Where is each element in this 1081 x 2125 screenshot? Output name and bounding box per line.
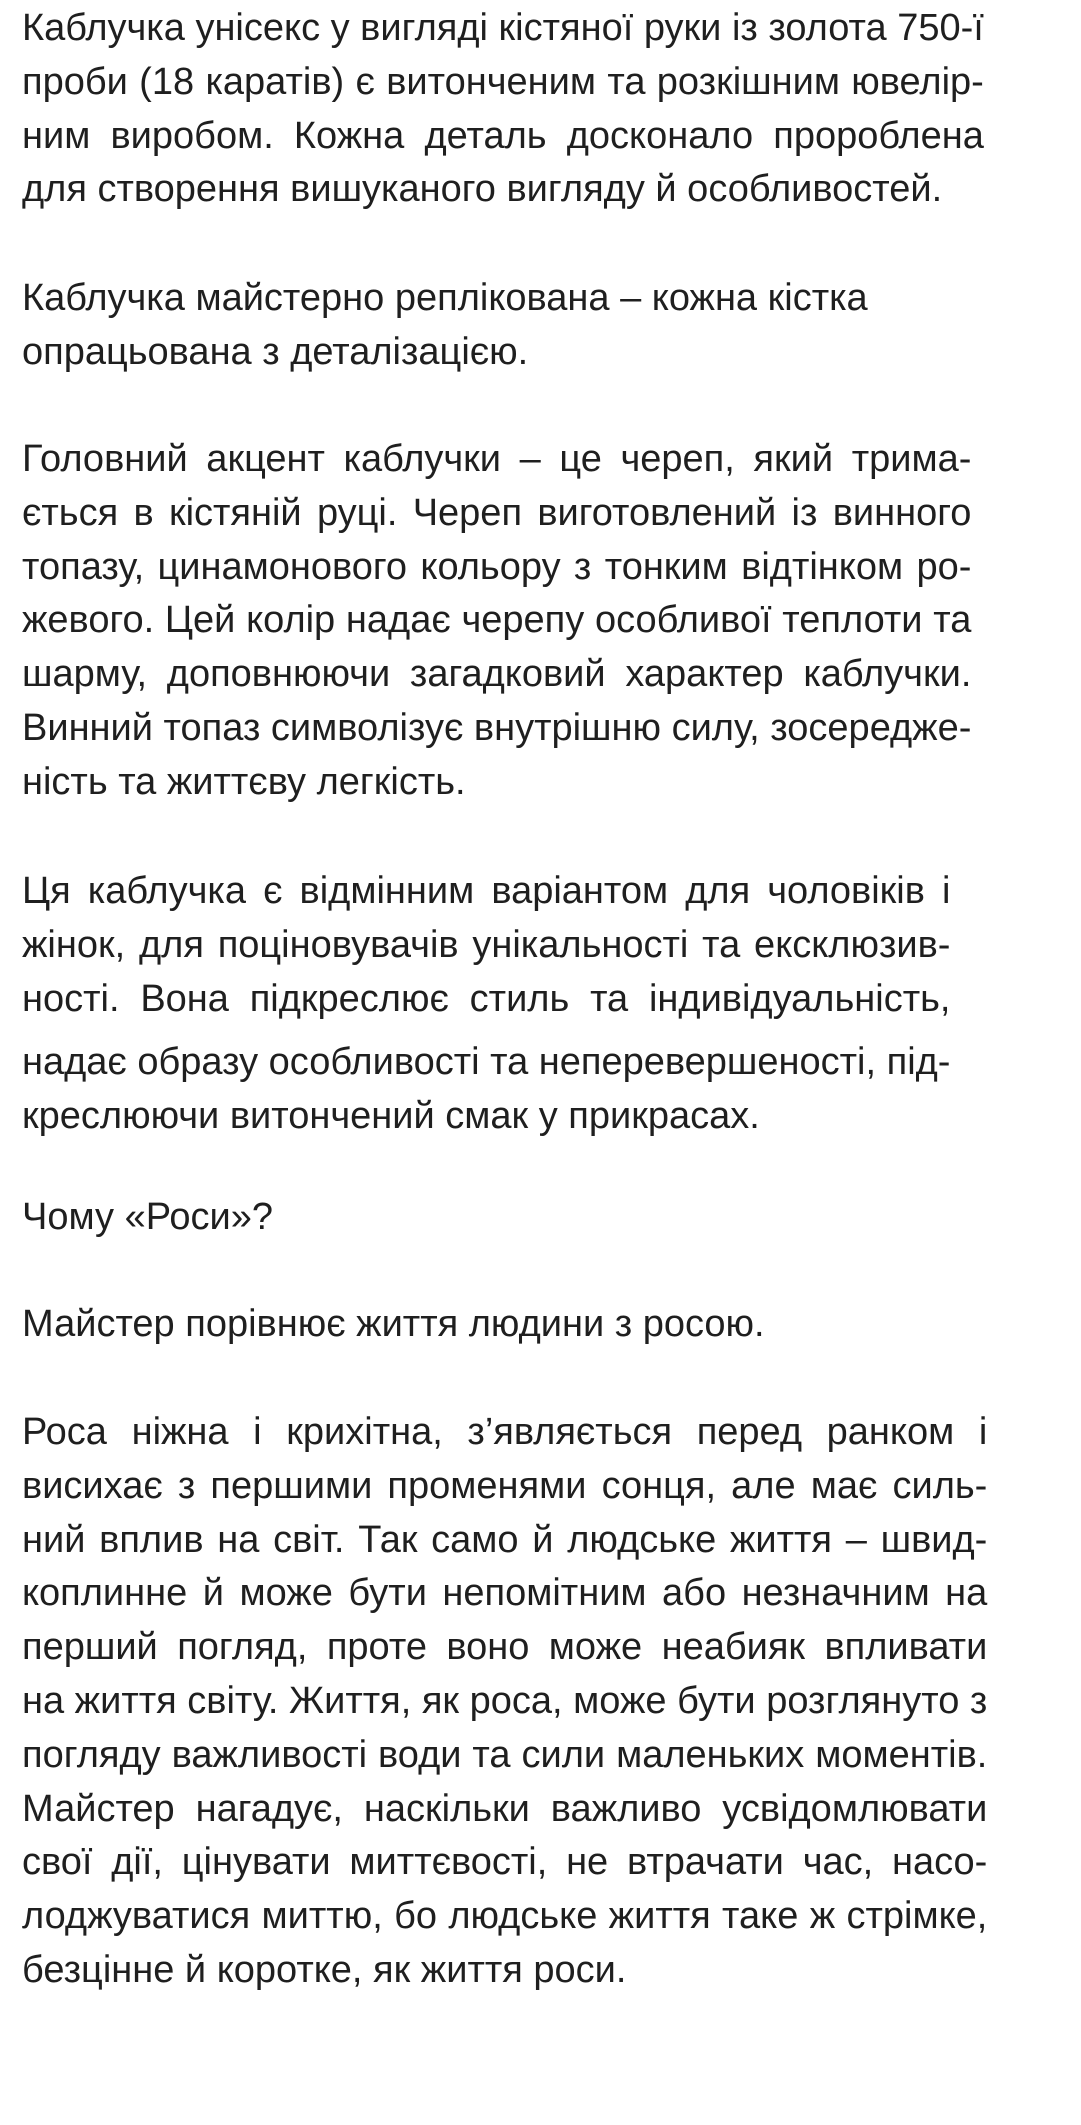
- text-line: ний вплив на світ. Так само й людське життя – швид-: [22, 1518, 988, 1561]
- text-line: безцінне й коротке, як життя роси.: [22, 1948, 627, 1991]
- text-line: ності. Вона підкреслює стиль та індивідуальність,: [22, 977, 951, 1020]
- paragraph-audience: [22, 865, 950, 1144]
- text-line: шарму, доповнюючи загадковий характер каблучки.: [22, 653, 972, 696]
- paragraph-master-compares: [22, 1298, 765, 1352]
- text-line: опрацьована з деталізацією.: [22, 330, 529, 373]
- text-line: Майстер порівнює життя людини з росою.: [22, 1303, 765, 1345]
- text-line: погляду важливості води та сили маленьких моментів.: [22, 1733, 988, 1776]
- text-line: Винний топаз символізує внутрішню силу, зосередже-: [22, 706, 972, 749]
- text-line: висихає з першими променями сонця, але має силь-: [22, 1464, 988, 1507]
- text-line: Каблучка майстерно реплікована – кожна кістка: [22, 277, 868, 319]
- text-line: Головний акцент каблучки – це череп, який трима-: [22, 438, 972, 480]
- text-line: ється в кістяній руці. Череп виготовлений із винного: [22, 491, 972, 534]
- text-line: коплинне й може бути непомітним або незначним на: [22, 1572, 988, 1615]
- paragraph-replication: [22, 272, 868, 380]
- text-line: Роса ніжна і крихітна, з’являється перед ранком і: [22, 1411, 988, 1453]
- text-line: надає образу особливості та неперевершеності, під-: [22, 1041, 951, 1084]
- text-line: креслюючи витончений смак у прикрасах.: [22, 1095, 760, 1138]
- text-line: на життя світу. Життя, як роса, може бути розглянуто з: [22, 1679, 988, 1722]
- text-line: для створення вишуканого вигляду й особливостей.: [22, 168, 943, 211]
- text-line: ним виробом. Кожна деталь досконало пророблена: [22, 114, 984, 157]
- paragraph-skull-accent: [22, 433, 971, 810]
- text-line: Чому «Роси»?: [22, 1196, 274, 1238]
- text-line: топазу, цинамонового кольору з тонким відтінком ро-: [22, 545, 972, 588]
- text-line: Ця каблучка є відмінним варіантом для чоловіків і: [22, 870, 951, 912]
- text-line: ність та життєву легкість.: [22, 760, 466, 803]
- paragraph-ring-description: [22, 2, 984, 217]
- text-line: жінок, для поціновувачів унікальності та ексклюзив-: [22, 923, 951, 966]
- text-line: проби (18 каратів) є витонченим та розкішним ювелір-: [22, 60, 984, 103]
- paragraph-why-rosy: [22, 1191, 273, 1245]
- text-line: Каблучка унісекс у вигляді кістяної руки із золота 750-ї: [22, 7, 984, 49]
- text-line: свої дії, цінувати миттєвості, не втрачати час, насо-: [22, 1841, 988, 1884]
- paragraph-dew-metaphor: [22, 1406, 987, 1998]
- text-line: лоджуватися миттю, бо людське життя таке ж стрімке,: [22, 1895, 988, 1938]
- text-line: жевого. Цей колір надає черепу особливої теплоти та: [22, 599, 972, 642]
- text-line: перший погляд, проте воно може неабияк впливати: [22, 1626, 988, 1669]
- text-line: Майстер нагадує, наскільки важливо усвідомлювати: [22, 1787, 988, 1830]
